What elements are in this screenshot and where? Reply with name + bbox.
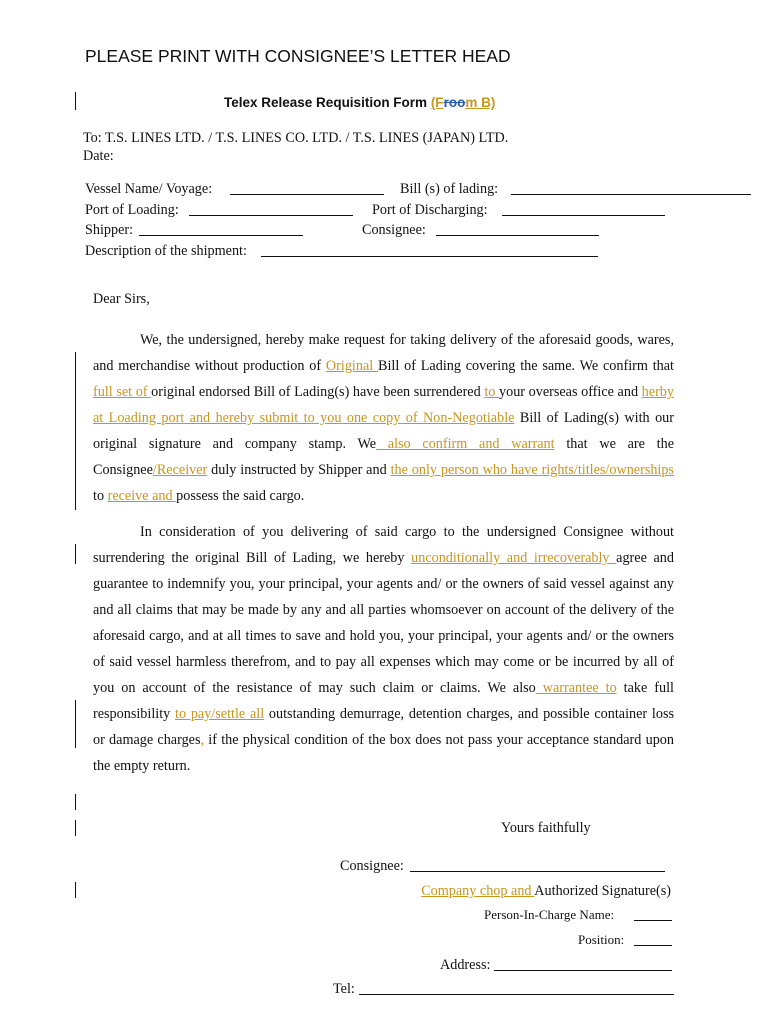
- inserted-text: receive and: [107, 488, 177, 504]
- letterhead-notice: PLEASE PRINT WITH CONSIGNEE’S LETTER HEAD: [85, 46, 511, 66]
- address-label: Address:: [440, 957, 491, 973]
- indemnity-paragraph: [93, 519, 674, 779]
- form-title-main: Telex Release Requisition Form: [224, 95, 431, 110]
- vessel-field[interactable]: [230, 194, 384, 195]
- text: Bill of Lading covering the same. We confirm that: [378, 358, 674, 374]
- inserted-text: /Receiver: [152, 462, 208, 478]
- consignee-label: Consignee:: [362, 222, 426, 238]
- text: to: [93, 488, 108, 504]
- form-title-open: (F: [430, 95, 444, 110]
- date-label: Date:: [83, 148, 114, 164]
- text: duly instructed by Shipper and: [207, 462, 391, 478]
- pod-label: Port of Discharging:: [372, 202, 488, 218]
- text: Authorized Signature(s): [534, 883, 671, 899]
- consignee-field[interactable]: [436, 235, 599, 236]
- change-bar: [75, 92, 76, 110]
- pic-field[interactable]: [634, 920, 672, 921]
- request-paragraph: [93, 327, 674, 509]
- inserted-text: to: [484, 384, 499, 400]
- form-title-end: m B): [465, 95, 496, 110]
- addressee: To: T.S. LINES LTD. / T.S. LINES CO. LTD. / T.S. LINES (JAPAN) LTD.: [83, 130, 509, 146]
- text: possess the said cargo.: [176, 488, 305, 504]
- text: We, the undersigned, hereby make request for taking delivery of the aforesaid goods, wares, and merchandise without production of: [93, 332, 674, 374]
- pol-label: Port of Loading:: [85, 202, 179, 218]
- text: original endorsed Bill of Lading(s) have been surrendered: [151, 384, 485, 400]
- change-bar: [75, 544, 76, 564]
- inserted-text: Original: [325, 358, 379, 374]
- bl-field[interactable]: [511, 194, 751, 195]
- text: Bill of Lading(s) with our original signature and company stamp. We: [93, 410, 674, 452]
- change-bar: [75, 700, 76, 748]
- text: that we are the Consignee: [93, 436, 674, 478]
- shipper-field[interactable]: [139, 235, 303, 236]
- text: if the physical condition of the box does not pass your acceptance standard upon the empty return.: [93, 732, 674, 774]
- position-field[interactable]: [634, 945, 672, 946]
- text: take full responsibility: [93, 680, 674, 722]
- change-bar: [75, 820, 76, 836]
- inserted-text: the only person who have rights/titles/ownerships: [390, 462, 674, 478]
- inserted-text: also confirm and warrant: [376, 436, 555, 452]
- vessel-label: Vessel Name/ Voyage:: [85, 181, 213, 197]
- inserted-text: Company chop and: [421, 883, 535, 899]
- closing: Yours faithfully: [501, 820, 591, 836]
- inserted-text: unconditionally and irrecoverably: [411, 550, 617, 566]
- sig-consignee-label: Consignee:: [340, 858, 404, 874]
- tel-field[interactable]: [359, 994, 674, 995]
- description-field[interactable]: [261, 256, 598, 257]
- inserted-text: full set of: [93, 384, 152, 400]
- pol-field[interactable]: [189, 215, 353, 216]
- inserted-text: warrantee to: [535, 680, 617, 696]
- inserted-text: ,: [200, 732, 205, 748]
- form-title-deleted: roo: [443, 95, 466, 110]
- inserted-text: to pay/settle all: [175, 706, 265, 722]
- text: outstanding demurrage, detention charges, and possible container loss or damage charges: [93, 706, 674, 748]
- change-bar: [75, 794, 76, 810]
- salutation: Dear Sirs,: [93, 291, 150, 307]
- inserted-text: herby at Loading port and hereby submit to you one copy of Non-Negotiable: [93, 384, 674, 426]
- text: your overseas office and: [499, 384, 642, 400]
- sig-consignee-field[interactable]: [410, 871, 665, 872]
- form-title: [224, 95, 495, 110]
- position-label: Position:: [578, 932, 625, 947]
- description-label: Description of the shipment:: [85, 243, 247, 259]
- pod-field[interactable]: [502, 215, 665, 216]
- pic-label: Person-In-Charge Name:: [484, 907, 615, 922]
- bl-label: Bill (s) of lading:: [400, 181, 499, 197]
- authorized-signature: [421, 883, 671, 899]
- change-bar: [75, 352, 76, 510]
- tel-label: Tel:: [333, 981, 355, 997]
- shipper-label: Shipper:: [85, 222, 134, 238]
- change-bar: [75, 882, 76, 898]
- address-field[interactable]: [494, 970, 672, 971]
- text: agree and guarantee to indemnify you, your principal, your agents and/ or the owners of said vessel against any and all claims that may be made by any and all parties whomsoever on account of the delivery of the aforesaid cargo, and at all times to save and hold you, your principal, your agents and/ or the owners of said vessel harmless therefrom, and to pay all expenses which may come or be incurred by all of you on account of the resistance of may such claim or claims. We also: [93, 550, 674, 696]
- text: In consideration of you delivering of said cargo to the undersigned Consignee without surrendering the original Bill of Lading, we hereby: [93, 524, 674, 566]
